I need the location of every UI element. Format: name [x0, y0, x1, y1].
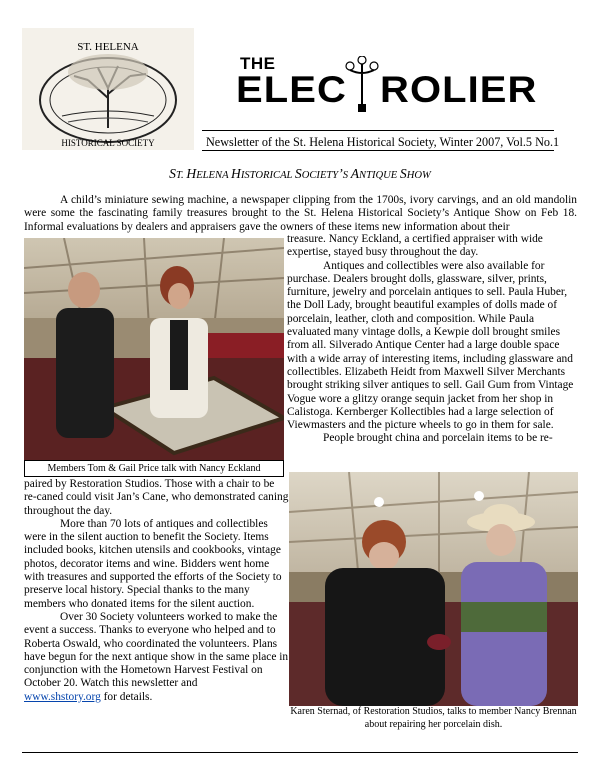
newsletter-subtitle: Newsletter of the St. Helena Historical Society, Winter 2007, Vol.5 No.1 [206, 135, 560, 149]
left-paragraph-1: paired by Restoration Studios. Those with a chair to be re-caned could visit Jan’s Cane, who demonstrated caning throughout the day. [24, 478, 289, 517]
masthead-rule-bottom [202, 150, 554, 151]
photo1-caption: Members Tom & Gail Price talk with Nancy Eckland [24, 460, 284, 477]
right-column [287, 233, 577, 446]
right-paragraph-2: Antiques and collectibles were also available for purchase. Dealers brought dolls, glassware, silver, prints, furniture, jewelry and porcelain antiques to sell. Paula Huber, the Doll Lady, brought beautiful examples of dolls made of porcelain, leather, cloth and composition. While Paula evaluated many vintage dolls, a Kewpie doll brought smiles from all. Silverado Antique Center had a large double space with a wide array of interesting items, including glassware and collectibles. Elizabeth Heidt from Maxwell Silver Merchants brought striking silver antiques to sell. Gail Gum from Vintage Vogue wore a glitzy orange sequin jacket from her shop in Calistoga. Kernberger Kollectibles had a large selection of Viewmasters and the picture wheels to go in them for sale. [287, 259, 574, 432]
electrolier-lamp-icon [345, 56, 379, 112]
article-intro [24, 194, 577, 234]
photo2-caption: Karen Sternad, of Restoration Studios, talks to member Nancy Brennan about repairing her porcelain dish. [290, 706, 577, 730]
left-column [24, 478, 289, 704]
photo-porcelain-repair [289, 472, 578, 706]
left-paragraph-3: Over 30 Society volunteers worked to make the event a success. Thanks to everyone who helped and to Roberta Oswald, who coordinated the volunteers. Plans have begun for the next antique show in the same place in conjunction with the Hometown Harvest Festival on October 20. Watch this newsletter and www.shstory.org for details. [24, 610, 289, 703]
website-link[interactable]: www.shstory.org [24, 690, 101, 703]
masthead-rule-top [202, 130, 554, 131]
masthead-title-left: ELEC [236, 69, 347, 110]
right-paragraph-3: People brought china and porcelain items to be re- [323, 432, 553, 445]
logo-bottom-text: HISTORICAL SOCIETY [61, 138, 155, 148]
logo-top-text: ST. HELENA [77, 41, 139, 53]
article-headline: ST. HELENA HISTORICAL SOCIETY’S ANTIQUE SHOW [169, 166, 431, 181]
masthead-title-right: ROLIER [380, 69, 538, 110]
intro-paragraph: A child’s miniature sewing machine, a newspaper clipping from the 1700s, ivory carvings, and an old mandolin were some the fascinating family treasures brought to the St. Helena Historical Society’s Antique Show on Feb 18. Informal evaluations by dealers and appraisers gave the owners of these items new information about their [24, 194, 577, 233]
right-paragraph-1: treasure. Nancy Eckland, a certified appraiser with wide expertise, stayed busy throughout the day. [287, 233, 543, 259]
page-footer-rule [22, 752, 578, 753]
photo-antique-show-appraisal [24, 238, 284, 460]
society-logo [22, 28, 194, 150]
masthead-the: THE [240, 54, 276, 73]
left-paragraph-2: More than 70 lots of antiques and collectibles were in the silent auction to benefit the Society. Items included books, kitchen utensils and cookbooks, vintage photos, decorator items and wine. Bidders went home with treasures and supported the efforts of the Society to preserve local history. Special thanks to the many members who donated items for the silent auction. [24, 517, 282, 610]
